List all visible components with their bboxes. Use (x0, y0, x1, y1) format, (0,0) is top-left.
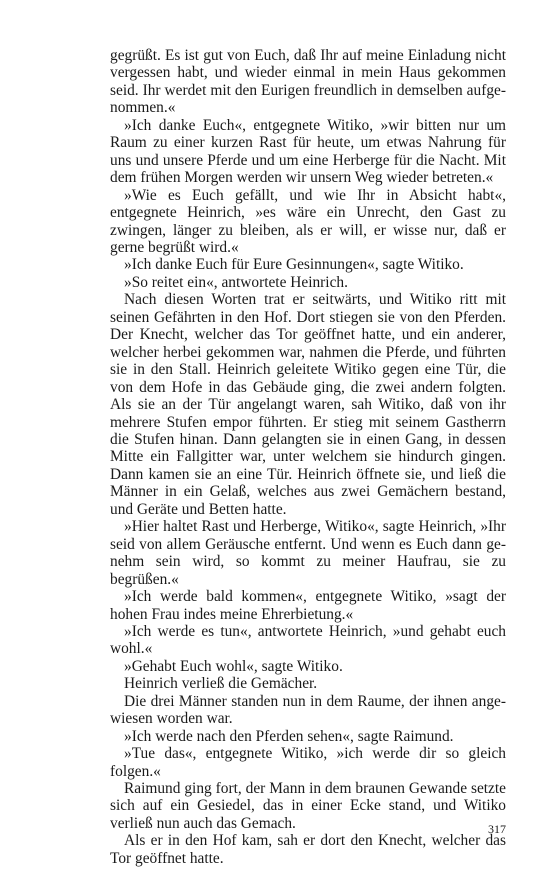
paragraph-12: Die drei Männer standen nun in dem Raume, der ihnen angewiesen worden war. (110, 692, 506, 728)
body-text (110, 47, 506, 867)
paragraph-10: »Gehabt Euch wohl«, sagte Witiko. (124, 657, 343, 675)
paragraph-16: Als er in den Hof kam, sah er dort den Knecht, welcher das Tor geöffnet hatte. (110, 832, 506, 867)
paragraph-14: »Tue das«, entgegnete Witiko, »ich werde dir so gleich folgen.« (110, 745, 506, 780)
paragraph-15: Raimund ging fort, der Mann in dem braunen Gewande setzte sich auf ein Gesiedel, das in einer Ecke stand, und Witiko verließ nun auch das Gemach. (110, 780, 506, 832)
paragraph-2: »Ich danke Euch«, entgegnete Witiko, »wir bitten nur um Raum zu einer kurzen Rast für heute, um etwas Nahrung für uns und unsere Pferde und um eine Herberge für die Nacht. Mit dem frühen Morgen werden wir unsern Weg wieder betreten.« (110, 116, 506, 187)
paragraph-6: Nach diesen Worten trat er seitwärts, und Witiko ritt mit seinen Gefährten in den Hof. Dort stiegen sie von den Pferden. Der Knecht, welcher das Tor geöffnet hatte, und ein anderer, welcher herbei gekommen war, nahmen die Pferde, und führten sie in den Stall. Heinrich geleitete Witiko gegen eine Tür, die von dem Hofe in das Gebäude ging, die zwei andern folgten. Als sie an der Tür angelangt waren, sah Witiko, daß von ihr mehrere Stufen empor führten. Er stieg mit seinem Gastherrn die Stufen hinan. Dann gelangten sie in einen Gang, in dessen Mitte ein Fallgitter war, unter welchem sie hindurch gingen. Dann kamen sie an eine Tür. Heinrich öffnete sie, und ließ die Männer in ein Gelaß, welches aus zwei Gemächern bestand, und Geräte und Betten hatte. (110, 291, 506, 518)
paragraph-4: »Ich danke Euch für Eure Gesinnungen«, sagte Witiko. (124, 256, 464, 274)
paragraph-9: »Ich werde es tun«, antwortete Heinrich, »und gehabt euch wohl.« (110, 622, 506, 658)
paragraph-8: »Ich werde bald kommen«, entgegnete Witiko, »sagt der hohen Frau indes meine Ehrerbietung.« (110, 588, 506, 623)
paragraph-13: »Ich werde nach den Pferden sehen«, sagte Raimund. (124, 727, 454, 745)
paragraph-7: »Hier haltet Rast und Herberge, Witiko«, sagte Heinrich, »Ihr seid von allem Geräusche entfernt. Und wenn es Euch dann genehm sein wird, so kommt zu meiner Haufrau, sie zu begrüßen.« (110, 518, 506, 588)
paragraph-1: gegrüßt. Es ist gut von Euch, daß Ihr auf meine Einladung nicht vergessen habt, und wieder einmal in mein Haus gekommen seid. Ihr werdet mit den Eurigen freundlich in demselben aufgenommen.« (110, 47, 506, 117)
paragraph-11: Heinrich verließ die Gemächer. (124, 675, 318, 693)
paragraph-5: »So reitet ein«, antwortete Heinrich. (124, 273, 348, 291)
paragraph-3: »Wie es Euch gefällt, und wie Ihr in Absicht habt«, entgegnete Heinrich, »es wäre ein Unrecht, den Gast zu zwingen, länger zu bleiben, als er will, er wisse nur, daß er gerne begrüßt wird.« (110, 186, 506, 256)
page-number: 317 (488, 822, 506, 836)
